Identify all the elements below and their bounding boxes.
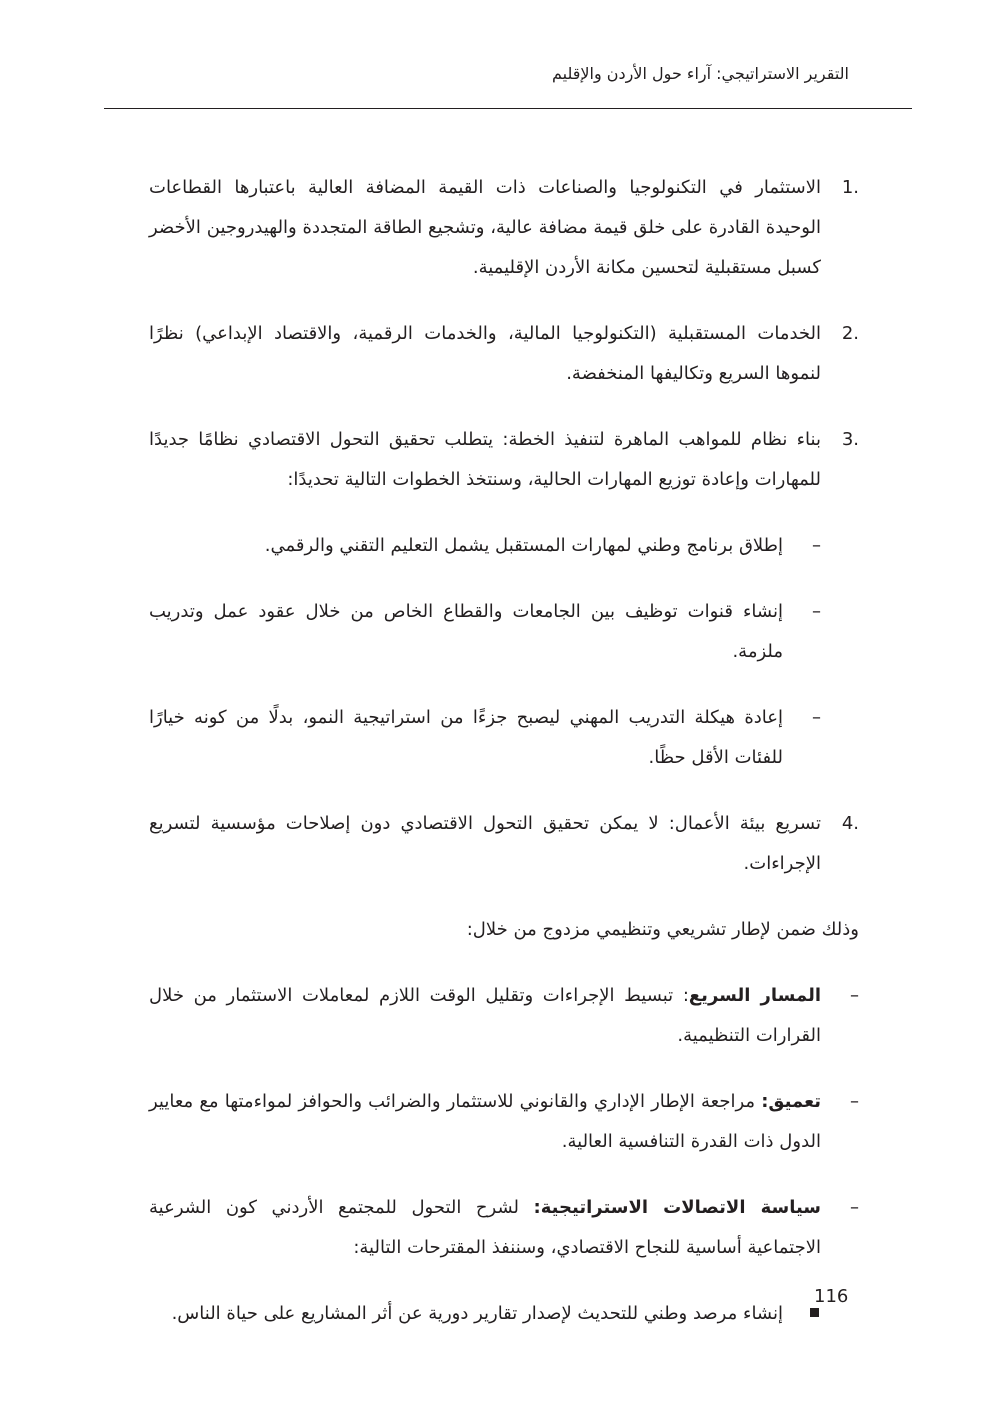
numbered-item-4 (149, 804, 859, 884)
point-communications (149, 1188, 859, 1268)
point-text: مراجعة الإطار الإداري والقانوني للاستثمار والضرائب والحوافز لمواءمتها مع معايير الدول ذات القدرة التنافسية العالية. (149, 1091, 821, 1152)
point-label: المسار السريع (688, 985, 821, 1006)
point-label: سياسة الاتصالات الاستراتيجية: (533, 1197, 822, 1218)
sub-item-text: إطلاق برنامج وطني لمهارات المستقبل يشمل التعليم التقني والرقمي. (264, 535, 783, 556)
dash-marker: – (812, 601, 821, 622)
page-number: 116 (814, 1286, 849, 1307)
item-text: بناء نظام للمواهب الماهرة لتنفيذ الخطة: يتطلب تحقيق التحول الاقتصادي نظامًا جديدًا للمهارات وإعادة توزيع المهارات الحالية، وسنتخذ الخطوات التالية تحديدًا: (149, 429, 821, 490)
numbered-item-1 (149, 168, 859, 288)
point-text: لشرح التحول للمجتمع الأردني كون الشرعية الاجتماعية أساسية للنجاح الاقتصادي، وسننفذ المقترحات التالية: (149, 1197, 821, 1258)
bullet-item (149, 1294, 821, 1334)
item-text: الاستثمار في التكنولوجيا والصناعات ذات القيمة المضافة العالية باعتبارها القطاعات الوحيدة القادرة على خلق قيمة مضافة عالية، وتشجيع الطاقة المتجددة والهيدروجين الأخضر كسبل مستقبلية لتحسين مكانة الأردن الإقليمية. (149, 177, 821, 278)
point-fast-track (149, 976, 859, 1056)
item-text: تسريع بيئة الأعمال: لا يمكن تحقيق التحول الاقتصادي دون إصلاحات مؤسسية لتسريع الإجراءات. (149, 813, 821, 874)
numbered-item-2 (149, 314, 859, 394)
point-text: : تبسيط الإجراءات وتقليل الوقت اللازم لمعاملات الاستثمار من خلال القرارات التنظيمية. (149, 985, 821, 1046)
bullet-text: إنشاء مرصد وطني للتحديث لإصدار تقارير دورية عن أثر المشاريع على حياة الناس. (171, 1303, 783, 1324)
dash-marker: – (850, 1197, 859, 1218)
numbered-item-3 (149, 420, 859, 500)
item-text: الخدمات المستقبلية (التكنولوجيا المالية، والخدمات الرقمية، والاقتصاد الإبداعي) نظرًا لنموها السريع وتكاليفها المنخفضة. (149, 323, 821, 384)
item-number: 2. (841, 323, 859, 344)
dash-marker: – (812, 707, 821, 728)
page-body (149, 168, 859, 1334)
dash-marker: – (850, 985, 859, 1006)
header-divider (104, 108, 912, 109)
item-number: 1. (841, 177, 859, 198)
sub-item-2 (149, 592, 821, 672)
sub-item-text: إنشاء قنوات توظيف بين الجامعات والقطاع الخاص من خلال عقود عمل وتدريب ملزمة. (149, 601, 783, 662)
dash-marker: – (850, 1091, 859, 1112)
sub-item-1 (149, 526, 821, 566)
running-header: التقرير الاستراتيجي: آراء حول الأردن والإقليم (551, 64, 849, 83)
sub-item-3 (149, 698, 821, 778)
item-number: 4. (841, 813, 859, 834)
point-label: تعميق: (761, 1091, 821, 1112)
point-deepening (149, 1082, 859, 1162)
dash-marker: – (812, 535, 821, 556)
sub-item-text: إعادة هيكلة التدريب المهني ليصبح جزءًا من استراتيجية النمو، بدلًا من كونه خيارًا للفئات الأقل حظًا. (149, 707, 783, 768)
item-number: 3. (841, 429, 859, 450)
intro-paragraph: وذلك ضمن لإطار تشريعي وتنظيمي مزدوج من خلال: (466, 919, 859, 940)
